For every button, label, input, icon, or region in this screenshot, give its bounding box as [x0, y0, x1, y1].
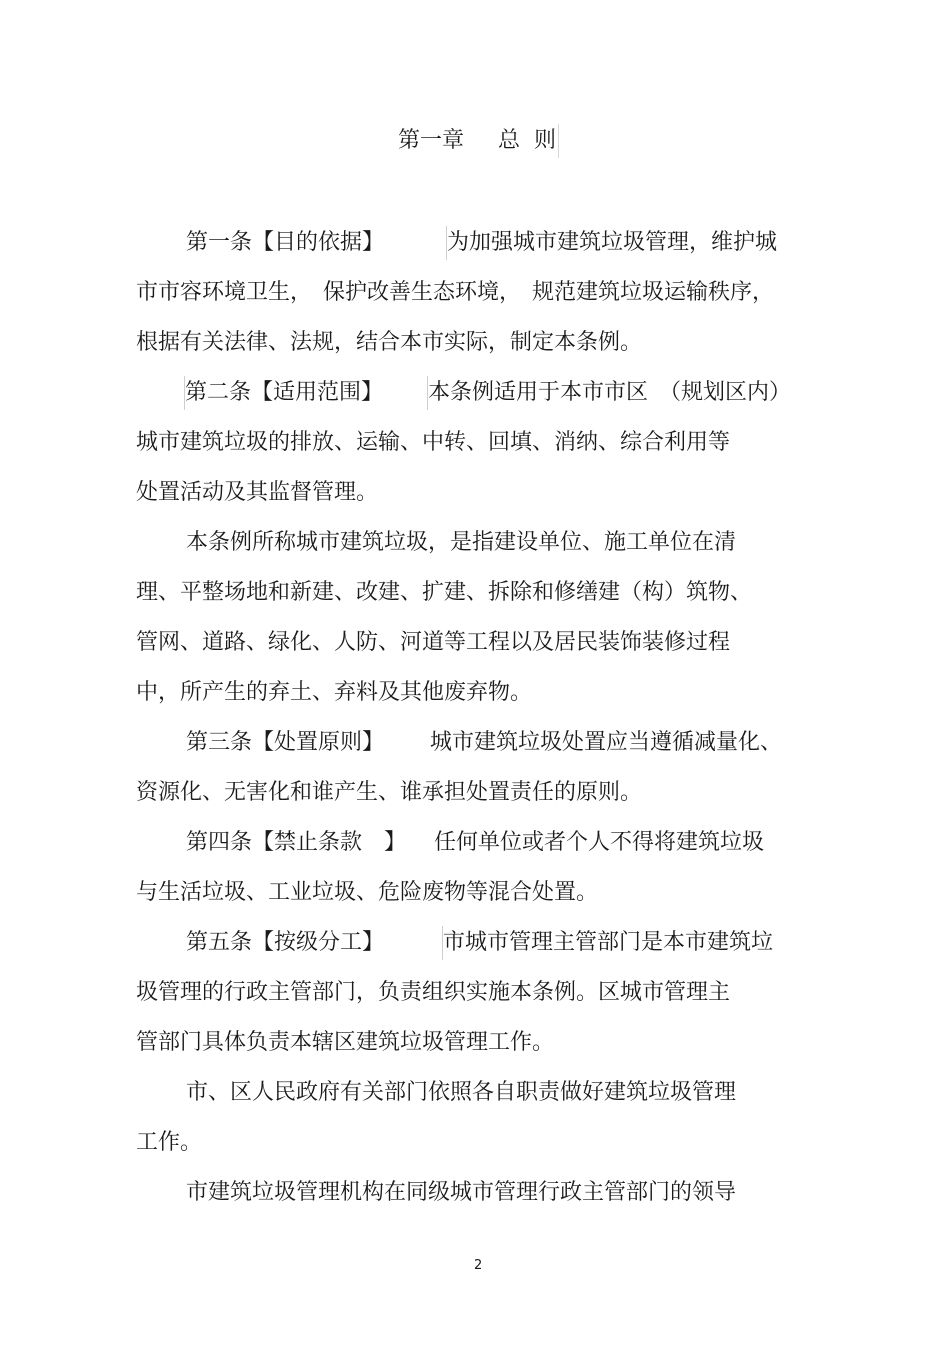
article-5-line-2: 圾管理的行政主管部门，负责组织实施本条例。区城市管理主: [136, 980, 731, 1005]
article-2-line-2: 城市建筑垃圾的排放、运输、中转、回填、消纳、综合利用等: [136, 430, 731, 455]
page-number: 2: [474, 1258, 483, 1273]
article-1-text: 为加强城市建筑垃圾管理，维护城: [447, 230, 778, 255]
article-1-line-3: 根据有关法律、法规，结合本市实际，制定本条例。: [136, 330, 643, 355]
article-3-text: 城市建筑垃圾处置应当遵循减量化、: [430, 730, 783, 755]
article-1-line-2: 市市容环境卫生， 保护改善生态环境， 规范建筑垃圾运输秩序，: [136, 280, 775, 305]
article-2-heading: 第二条【适用范围】: [185, 380, 384, 405]
article-1-line-1: [186, 226, 777, 260]
paragraph-definition-line-2: 理、平整场地和新建、改建、扩建、拆除和修缮建（构）筑物、: [136, 580, 753, 605]
article-3-heading: 第三条【处置原则】: [186, 730, 385, 755]
article-5-text: 市城市管理主管部门是本市建筑垃: [443, 930, 774, 955]
article-5-heading: 第五条【按级分工】: [186, 930, 385, 955]
article-4-line-1: [186, 826, 764, 860]
article-4-heading: 第四条【禁止条款 】: [186, 830, 407, 855]
paragraph-definition-line-1: 本条例所称城市建筑垃圾，是指建设单位、施工单位在清: [186, 530, 737, 555]
article-5-line-1: [186, 926, 773, 960]
article-3-line-2: 资源化、无害化和谁产生、谁承担处置责任的原则。: [136, 780, 643, 805]
chapter-title: [398, 124, 559, 158]
article-4-text: 任何单位或者个人不得将建筑垃圾: [434, 830, 765, 855]
chapter-number: 第一章: [398, 128, 465, 153]
article-5-line-3: 管部门具体负责本辖区建筑垃圾管理工作。: [136, 1030, 555, 1055]
article-2-text: 本条例适用于本市市区 （规划区内）: [428, 380, 792, 405]
paragraph-duties-line-2: 工作。: [136, 1130, 203, 1155]
article-2-line-1: [186, 376, 791, 410]
chapter-name-1: 总: [498, 128, 521, 153]
paragraph-definition-line-4: 中，所产生的弃土、弃料及其他废弃物。: [136, 680, 533, 705]
paragraph-definition-line-3: 管网、道路、绿化、人防、河道等工程以及居民装饰装修过程: [136, 630, 731, 655]
article-2-line-3: 处置活动及其监督管理。: [136, 480, 379, 505]
paragraph-agency-line-1: 市建筑垃圾管理机构在同级城市管理行政主管部门的领导: [186, 1180, 737, 1205]
article-4-line-2: 与生活垃圾、工业垃圾、危险废物等混合处置。: [136, 880, 599, 905]
chapter-name-2: 则: [534, 128, 557, 153]
article-1-heading: 第一条【目的依据】: [186, 230, 385, 255]
paragraph-duties-line-1: 市、区人民政府有关部门依照各自职责做好建筑垃圾管理: [186, 1080, 737, 1105]
article-3-line-1: [186, 726, 782, 760]
